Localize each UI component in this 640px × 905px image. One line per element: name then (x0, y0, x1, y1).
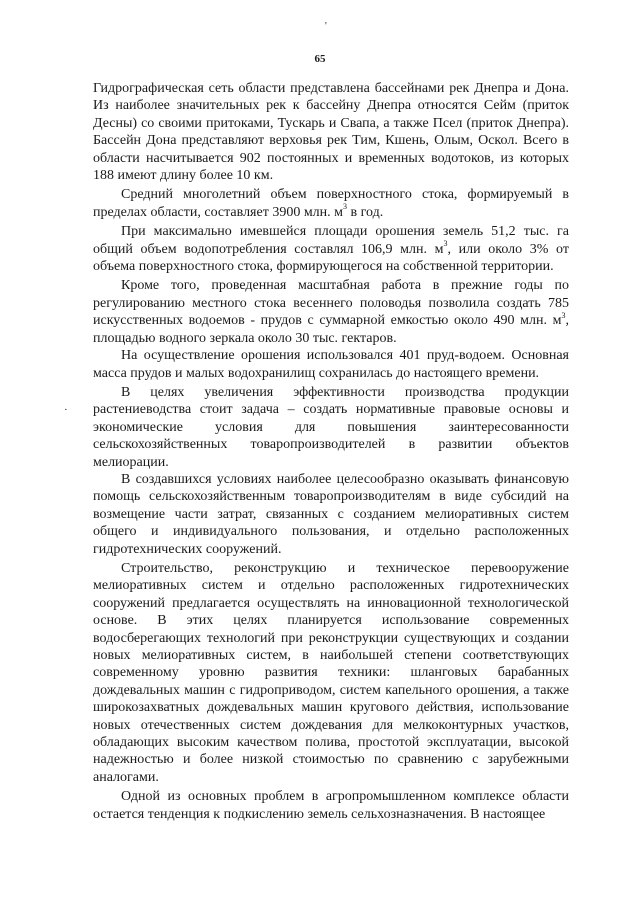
paragraph-text: При максимально имевшейся площади орошения земель 51,2 тыс. га общий объем водопотребления составлял 106,9 млн. м (93, 224, 569, 257)
scan-mark: ' (325, 21, 327, 32)
paragraph-text: Средний многолетний объем поверхностного стока, формируемый в пределах области, составляет 3900 млн. м (93, 187, 569, 220)
paragraph-crop-production: В целях увеличения эффективности производства продукции растениеводства стоит задача – создать нормативные правовые основы и экономические условия для повышения заинтересованности сельскохозяйственных товаропроизводителей в развитии объектов мелиорации. (93, 384, 569, 470)
paragraph-soil-acidification: Одной из основных проблем в агропромышленном комплексе области остается тенденция к подкислению земель сельхозназначения. В настоящее (93, 789, 569, 822)
paragraph-construction: Строительство, реконструкцию и техническое перевооружение мелиоративных систем и отдельно расположенных гидротехнических сооружений предлагается осуществлять на инновационной технологической основе. В этих целях планируется использование современных водосберегающих технологий при реконструкции существующих и создании новых мелиоративных систем, в наибольшей степени соответствующих современному уровню развития техники: шланговых барабанных дождевальных машин с гидроприводом, систем капельного орошения, а также широкозахватных дождевальных машин кругового действия, использование новых отечественных систем дождевания для мелкоконтурных участков, обладающих высоким качеством полива, простотой эксплуатации, высокой надежностью и более низкой стоимостью по сравнению с зарубежными аналогами. (93, 560, 569, 785)
paragraph-text: , площадью водного зеркала около 30 тыс. гектаров. (93, 313, 569, 346)
paragraph-text: Кроме того, проведенная масштабная работа в прежние годы по регулированию местного стока весеннего половодья позволила создать 785 искусственных водоемов - прудов с суммарной емкостью около 490 млн. м (93, 278, 569, 329)
paragraph-ponds: На осуществление орошения использовался 401 пруд-водоем. Основная масса прудов и малых водохранилищ сохранилась до настоящего времени. (93, 348, 569, 381)
superscript: 3 (343, 202, 348, 212)
page-number: 65 (314, 53, 326, 65)
superscript: 3 (561, 310, 566, 320)
paragraph-text: в год. (347, 204, 384, 220)
paragraph-text: , или около 3% от объема поверхностного стока, формирующегося на собственной территории. (93, 241, 569, 275)
body-text (93, 80, 569, 823)
paragraph-surface-runoff (93, 186, 569, 221)
paragraph-subsidies: В создавшихся условиях наиболее целесообразно оказывать финансовую помощь сельскохозяйственным товаропроизводителям в виде субсидий на возмещение части затрат, связанных с созданием мелиоративных систем общего и индивидуального пользования, и отдельно расположенных гидротехнических сооружений. (93, 471, 569, 557)
paragraph-reservoirs (93, 277, 569, 347)
margin-mark: · (64, 404, 68, 416)
paragraph-hydrography: Гидрографическая сеть области представлена бассейнами рек Днепра и Дона. Из наиболее значительных рек к бассейну Днепра относятся Сейм (приток Десны) со своими притоками, Тускарь и Свапа, а также Псел (приток Днепра). Бассейн Дона представляют верховья рек Тим, Кшень, Олым, Оскол. Всего в области насчитывается 902 постоянных и временных водотоков, из которых 188 имеют длину более 10 км. (93, 81, 569, 184)
paragraph-irrigation-area (93, 223, 569, 275)
superscript: 3 (443, 239, 448, 248)
